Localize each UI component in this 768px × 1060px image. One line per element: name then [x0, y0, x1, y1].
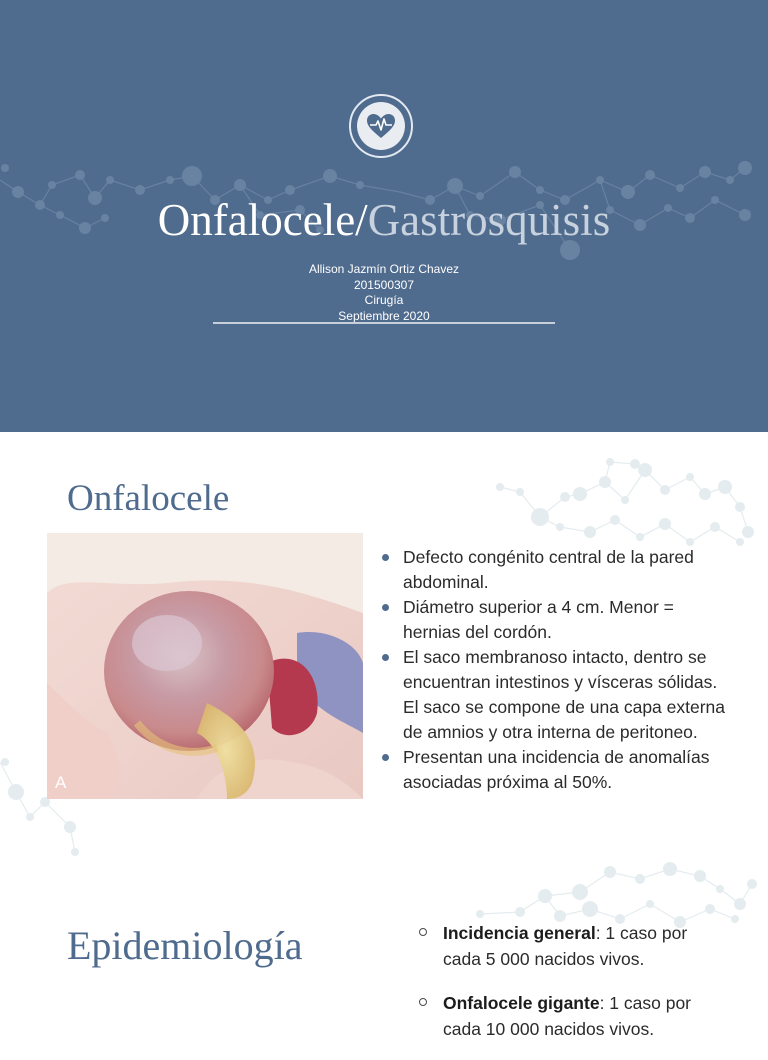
onfalocele-bullet-list [380, 545, 730, 795]
list-item: El saco membranoso intacto, dentro se encuentran intestinos y vísceras sólidas. El saco se compone de una capa externa de amnios y otra interna de peritoneo. [380, 645, 730, 745]
title-slide [0, 0, 768, 432]
heartbeat-icon [366, 113, 396, 139]
item-text: : 1 caso por cada 10 000 nacidos vivos. [443, 993, 692, 1039]
author-name: Allison Jazmín Ortiz Chavez [308, 262, 460, 276]
course-name: Cirugía [364, 293, 404, 307]
list-item: Diámetro superior a 4 cm. Menor = hernias del cordón. [380, 595, 730, 645]
onfalocele-slide [0, 432, 768, 864]
item-label: Onfalocele gigante [443, 993, 600, 1013]
list-item: Defecto congénito central de la pared abdominal. [380, 545, 730, 595]
presentation-title [0, 192, 768, 248]
list-item: Presentan una incidencia de anomalías asociadas próxima al 50%. [380, 745, 730, 795]
author-block [0, 262, 768, 324]
title-onfalocele: Onfalocele/ [157, 195, 368, 245]
photo-illustration [47, 533, 363, 799]
epidemiologia-list [418, 920, 718, 1060]
heart-badge [349, 94, 413, 158]
title-gastrosquisis: Gastrosquisis [367, 195, 611, 245]
list-item [418, 920, 718, 972]
student-id: 201500307 [353, 277, 415, 292]
slide-title-onfalocele: Onfalocele [67, 478, 230, 519]
onfalocele-clinical-photo [47, 533, 363, 799]
list-item [418, 990, 718, 1042]
item-label: Incidencia general [443, 923, 596, 943]
item-text: : 1 caso por cada 5 000 nacidos vivos. [443, 923, 688, 969]
epidemiologia-slide [0, 864, 768, 1039]
photo-panel-label: A [55, 773, 67, 792]
slide-title-epidemiologia: Epidemiología [67, 923, 303, 968]
title-divider [213, 322, 555, 324]
presentation-date: Septiembre 2020 [338, 308, 430, 323]
